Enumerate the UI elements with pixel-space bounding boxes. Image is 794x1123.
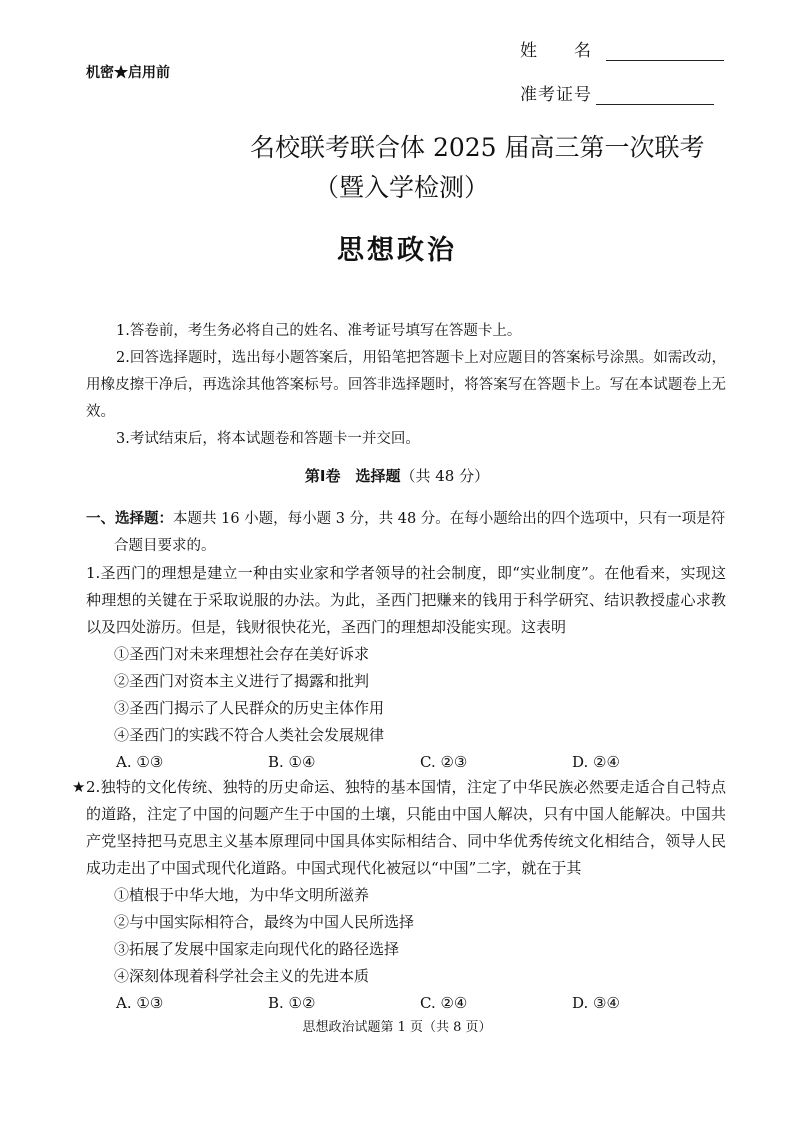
statement-option: ③拓展了发展中国家走向现代化的路径选择: [114, 940, 400, 958]
choice-a: A. ①③: [116, 994, 164, 1012]
section-points: （共 48 分）: [400, 467, 490, 485]
name-label: 姓 名: [520, 41, 592, 61]
exam-id-blank: [596, 86, 714, 105]
statement-option: ④深刻体现着科学社会主义的先进本质: [114, 967, 370, 985]
instruction-item: 2.回答选择题时，选出每小题答案后，用铅笔把答题卡上对应题目的答案标号涂黑。如需改动，用橡皮擦干净后，再选涂其他答案标号。回答非选择题时，将答案写在答题卡上。写在本试题卷上无效。: [86, 350, 726, 420]
instructions: [86, 318, 726, 453]
choice-d: D. ②④: [572, 753, 620, 771]
subject-title: 思想政治: [337, 235, 457, 266]
name-field: [520, 36, 724, 61]
instruction-item: 1.答卷前，考生务必将自己的姓名、准考证号填写在答题卡上。: [116, 323, 522, 339]
choice-b: B. ①②: [268, 994, 316, 1012]
choice-a: A. ①③: [116, 753, 164, 771]
answer-choices: [86, 749, 726, 776]
confidential-label: 机密★启用前: [86, 65, 170, 81]
question-stem: 2.独特的文化传统、独特的历史命运、独特的基本国情，注定了中华民族必然要走适合自己特点的道路，注定了中国的问题产生于中国的土壤，只能由中国人解决，只有中国人能解决。中国共产党坚持把马克思主义基本原理同中国具体实际相结合、同中华优秀传统文化相结合，领导人民成功走出了中国式现代化道路。中国式现代化被冠以“中国”二字，就在于其: [86, 778, 726, 877]
section-heading: [0, 465, 794, 486]
part-instructions: [86, 505, 726, 560]
statement-option: ②与中国实际相符合，最终为中国人民所选择: [114, 913, 415, 931]
question-stem: 1.圣西门的理想是建立一种由实业家和学者领导的社会制度，即“实业制度”。在他看来，实现这种理想的关键在于采取说服的办法。为此，圣西门把赚来的钱用于科学研究、结识教授虚心求教以及四处游历。但是，钱财很快花光，圣西门的理想却没能实现。这表明: [86, 564, 726, 636]
exam-id-field: [520, 80, 714, 105]
answer-choices: [86, 990, 726, 1017]
part-text-cont: 合题目要求的。: [114, 538, 216, 554]
page-footer: 思想政治试题第 1 页（共 8 页）: [302, 1020, 492, 1035]
star-icon: ★: [72, 778, 86, 796]
question-1: [86, 560, 726, 776]
name-blank: [606, 42, 724, 61]
choice-d: D. ③④: [572, 994, 620, 1012]
statement-option: ①植根于中华大地，为中华文明所滋养: [114, 886, 370, 904]
choice-b: B. ①④: [268, 753, 316, 771]
exam-id-label: 准考证号: [520, 85, 592, 105]
exam-subtitle: （暨入学检测）: [314, 173, 490, 202]
exam-title: 名校联考联合体 2025 届高三第一次联考: [250, 133, 705, 162]
statement-option: ③圣西门揭示了人民群众的历史主体作用: [114, 699, 385, 717]
statement-option: ②圣西门对资本主义进行了揭露和批判: [114, 672, 370, 690]
choice-c: C. ②③: [420, 753, 468, 771]
statement-option: ①圣西门对未来理想社会存在美好诉求: [114, 645, 370, 663]
statement-option: ④圣西门的实践不符合人类社会发展规律: [114, 726, 385, 744]
question-2: [72, 774, 726, 1017]
section-title: 第Ⅰ卷 选择题: [304, 467, 401, 485]
choice-c: C. ②④: [420, 994, 468, 1012]
instruction-item: 3.考试结束后，将本试题卷和答题卡一并交回。: [116, 431, 420, 447]
part-lead: 一、选择题：: [86, 510, 173, 527]
part-text: 本题共 16 小题，每小题 3 分，共 48 分。在每小题给出的四个选项中，只有一项是符: [173, 511, 726, 527]
